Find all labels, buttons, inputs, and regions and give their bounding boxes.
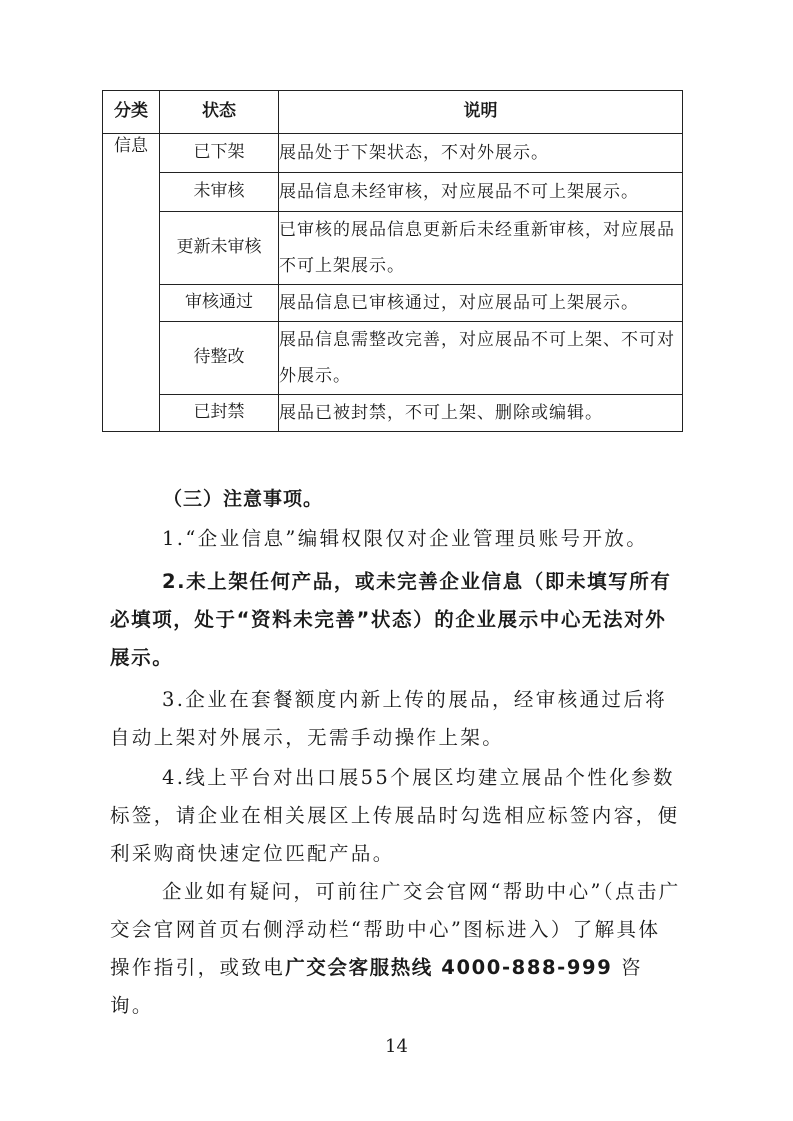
- contact-text-end: 咨询。: [110, 956, 643, 1017]
- note-item-1: 1.“企业信息”编辑权限仅对企业管理员账号开放。: [162, 527, 649, 550]
- table-row: [103, 212, 683, 285]
- table-header-row: [103, 91, 683, 134]
- section-heading: （三）注意事项。: [163, 488, 324, 510]
- table-row: [103, 395, 683, 432]
- state-cell: 审核通过: [160, 285, 279, 322]
- header-category: 分类: [103, 91, 160, 134]
- table-row: [103, 173, 683, 212]
- note-item-4: 4.线上平台对出口展55个展区均建立展品个性化参数标签，请企业在相关展区上传展品时勾选相应标签内容，便利采购商快速定位匹配产品。: [110, 766, 680, 865]
- table-row: [103, 134, 683, 173]
- description-cell: 展品信息未经审核，对应展品不可上架展示。: [279, 173, 683, 212]
- category-cell: 信息: [103, 134, 160, 432]
- contact-text: 企业如有疑问，可前往广交会官网“帮助中心”（点击广交会官网首页右侧浮动栏“帮助中心”图标进入）了解具体操作指引，或致电: [110, 880, 681, 979]
- table-row: [103, 322, 683, 395]
- state-cell: 已封禁: [160, 395, 279, 432]
- status-table: [102, 90, 683, 432]
- description-cell: 展品处于下架状态，不对外展示。: [279, 134, 683, 173]
- header-description: 说明: [279, 91, 683, 134]
- contact-paragraph: [110, 873, 682, 1025]
- note-item-2: 2.未上架任何产品，或未完善企业信息（即未填写所有必填项，处于“资料未完善”状态）的企业展示中心无法对外展示。: [110, 570, 672, 669]
- state-cell: 未审核: [160, 173, 279, 212]
- description-cell: 展品已被封禁，不可上架、删除或编辑。: [279, 395, 683, 432]
- description-cell: 展品信息需整改完善，对应展品不可上架、不可对外展示。: [279, 322, 683, 395]
- state-cell: 待整改: [160, 322, 279, 395]
- hotline-text: 广交会客服热线 4000-888-999: [285, 956, 613, 979]
- note-item-3: 3.企业在套餐额度内新上传的展品，经审核通过后将自动上架对外展示，无需手动操作上架。: [110, 688, 668, 749]
- description-cell: 展品信息已审核通过，对应展品可上架展示。: [279, 285, 683, 322]
- state-cell: 更新未审核: [160, 212, 279, 285]
- header-state: 状态: [160, 91, 279, 134]
- page-number: 14: [385, 1036, 408, 1057]
- description-cell: 已审核的展品信息更新后未经重新审核，对应展品不可上架展示。: [279, 212, 683, 285]
- state-cell: 已下架: [160, 134, 279, 173]
- table-row: [103, 285, 683, 322]
